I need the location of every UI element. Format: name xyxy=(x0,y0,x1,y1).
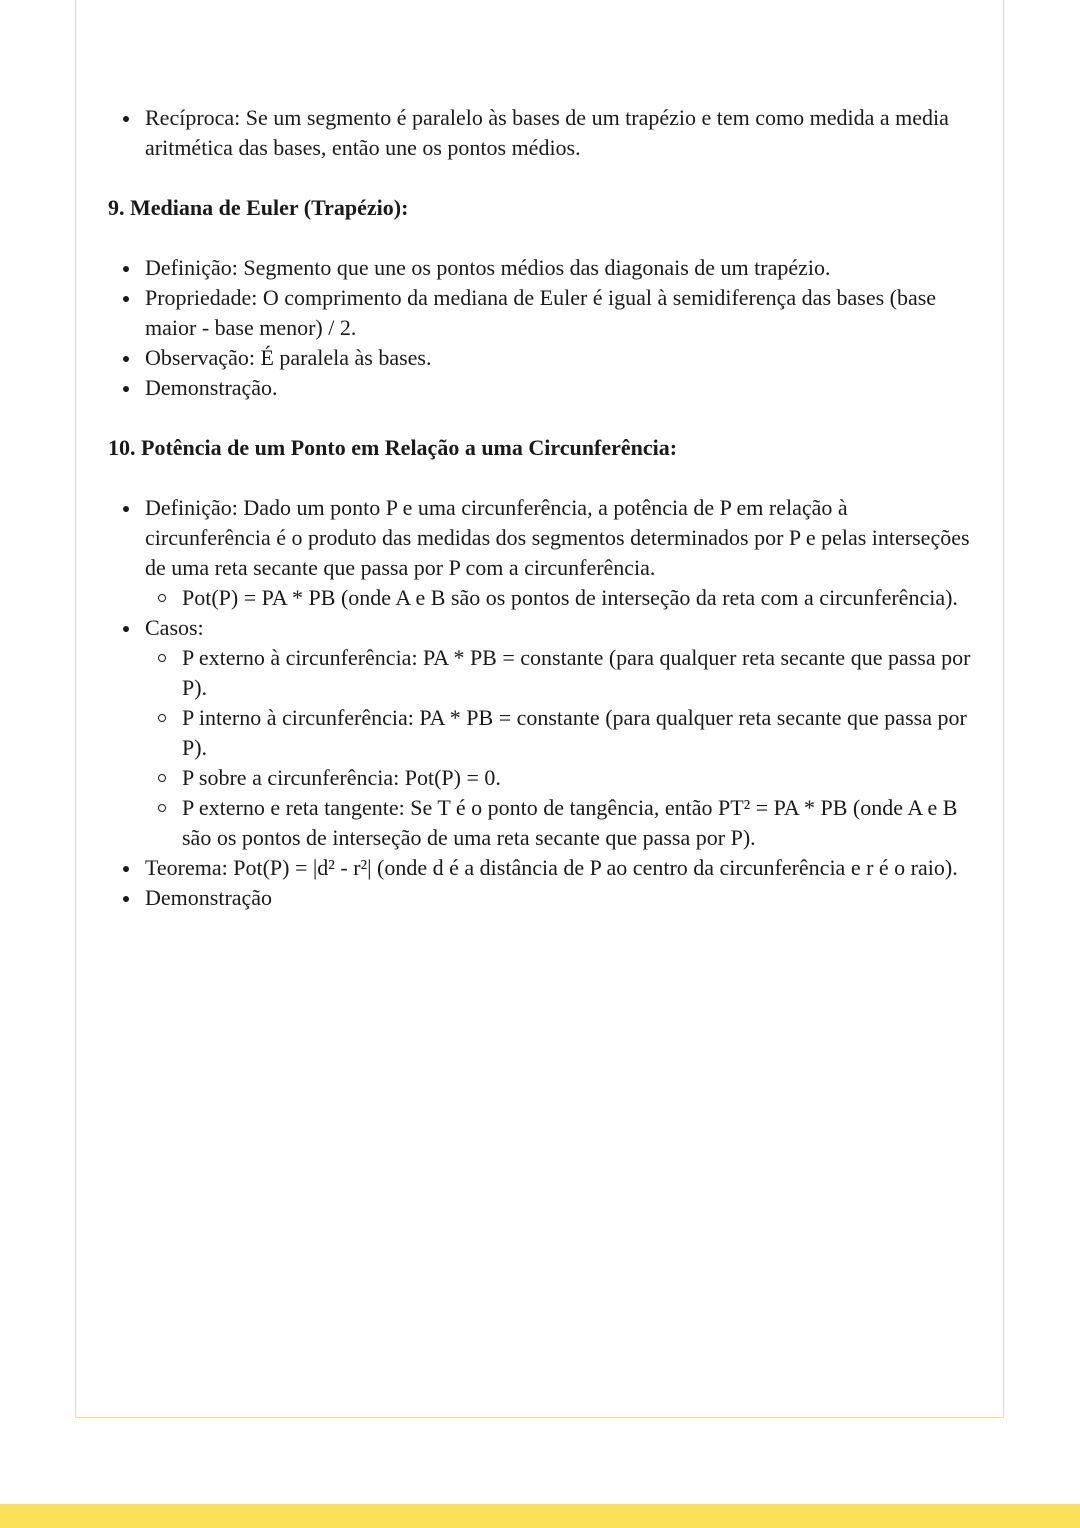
cases-label: Casos: xyxy=(145,615,204,640)
list-item: Recíproca: Se um segmento é paralelo às bases de um trapézio e tem como medida a media aritmética das bases, então une os pontos médios. xyxy=(108,103,978,163)
list-item: Observação: É paralela às bases. xyxy=(108,343,978,373)
definition-text: Definição: Dado um ponto P e uma circunferência, a potência de P em relação à circunferência é o produto das medidas dos segmentos determinados por P e pelas interseções de uma reta secante que passa por P com a circunferência. xyxy=(145,495,970,580)
footer-band xyxy=(0,1504,1080,1528)
section-9-heading: 9. Mediana de Euler (Trapézio): xyxy=(108,195,409,220)
list-item: Demonstração. xyxy=(108,373,978,403)
section-9-list xyxy=(108,253,978,403)
sublist-item: P sobre a circunferência: Pot(P) = 0. xyxy=(145,763,978,793)
list-item: Demonstração xyxy=(108,883,978,913)
list-item: Teorema: Pot(P) = |d² - r²| (onde d é a distância de P ao centro da circunferência e r é o raio). xyxy=(108,853,978,883)
list-item xyxy=(108,493,978,613)
section-10-heading: 10. Potência de um Ponto em Relação a uma Circunferência: xyxy=(108,435,678,460)
intro-list xyxy=(108,103,978,163)
list-item xyxy=(108,613,978,853)
sublist-item: P externo à circunferência: PA * PB = constante (para qualquer reta secante que passa por P). xyxy=(145,643,978,703)
cases-sublist xyxy=(145,643,978,853)
sublist-item: P externo e reta tangente: Se T é o ponto de tangência, então PT² = PA * PB (onde A e B são os pontos de interseção de uma reta secante que passa por P). xyxy=(145,793,978,853)
section-10-list xyxy=(108,493,978,913)
sublist-item: P interno à circunferência: PA * PB = constante (para qualquer reta secante que passa por P). xyxy=(145,703,978,763)
sublist-item: Pot(P) = PA * PB (onde A e B são os pontos de interseção da reta com a circunferência). xyxy=(145,583,978,613)
list-item: Definição: Segmento que une os pontos médios das diagonais de um trapézio. xyxy=(108,253,978,283)
document-body xyxy=(108,103,978,913)
list-item: Propriedade: O comprimento da mediana de Euler é igual à semidiferença das bases (base maior - base menor) / 2. xyxy=(108,283,978,343)
definition-sublist xyxy=(145,583,978,613)
